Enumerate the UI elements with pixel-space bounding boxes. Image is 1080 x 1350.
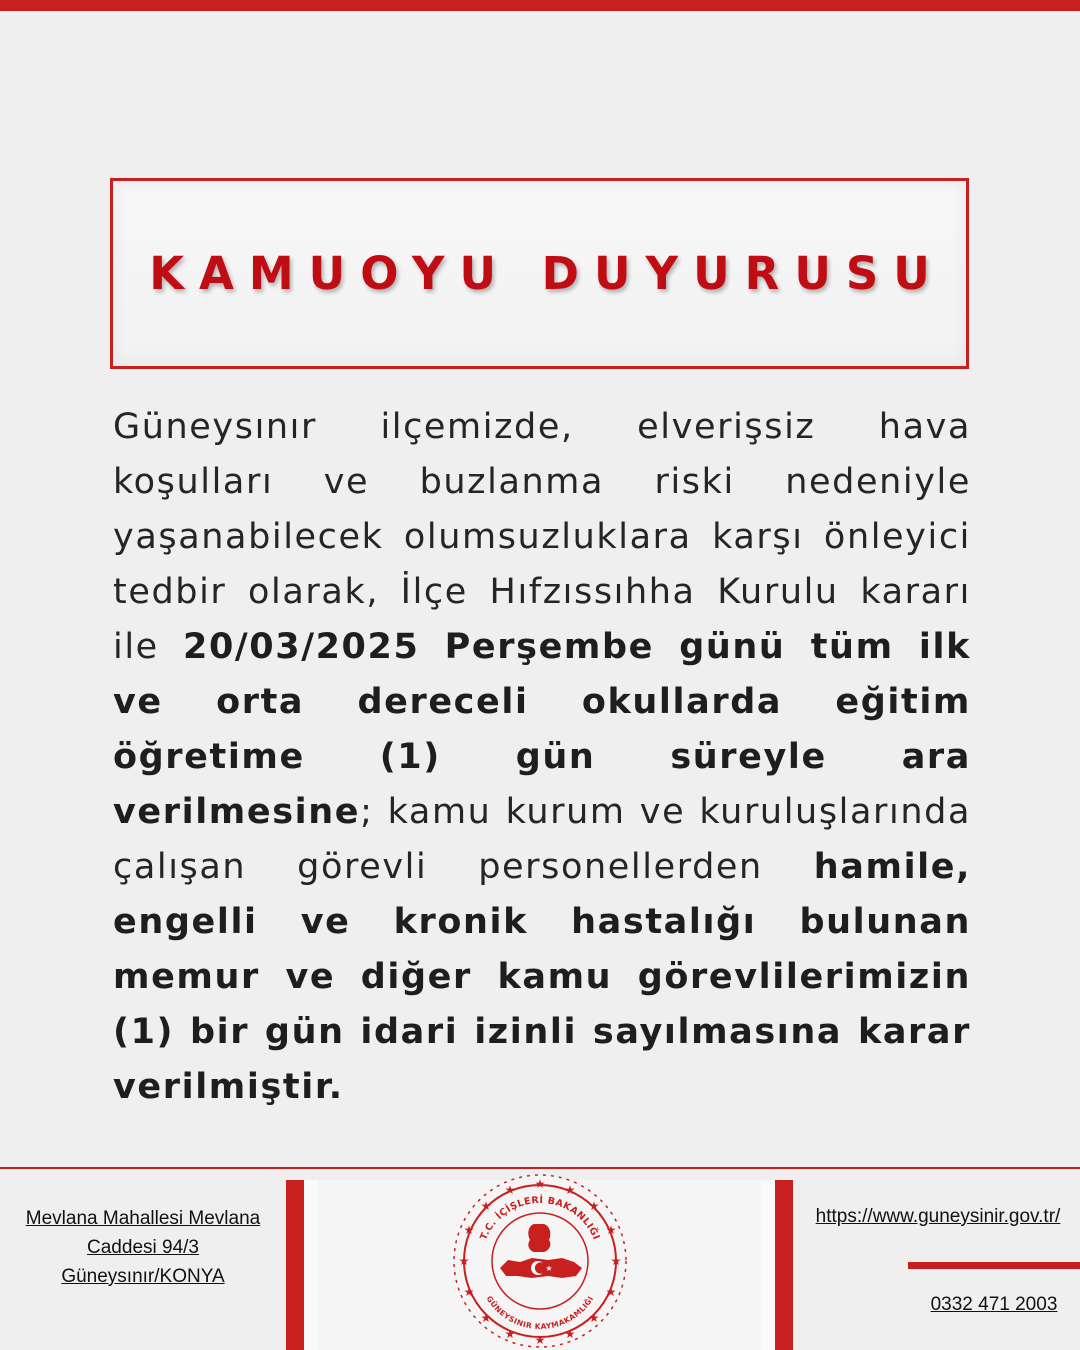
title-frame — [110, 178, 969, 369]
announcement-middle: ; kamu kurum ve kuruluşlarında çalışan görevli personellerden — [113, 792, 971, 887]
website-link[interactable]: https://www.guneysinir.gov.tr/ — [815, 1206, 1061, 1227]
footer-strip-right — [761, 1180, 775, 1350]
address-line-3: Güneysınır/KONYA — [61, 1266, 225, 1287]
announcement-school-closure: 20/03/2025 Perşembe günü tüm ilk ve orta dereceli okullarda eğitim öğretime (1) gün süreyle ara verilmesine — [113, 627, 971, 832]
svg-text:★: ★ — [588, 1199, 600, 1213]
svg-text:★: ★ — [534, 1177, 546, 1191]
svg-text:T.C. İÇİŞLERİ BAKANLIĞI: T.C. İÇİŞLERİ BAKANLIĞI — [478, 1194, 602, 1242]
svg-text:★: ★ — [605, 1285, 617, 1299]
announcement-intro: Güneysınır ilçemizde, elverişsiz hava koşulları ve buzlanma riski nedeniyle yaşanabilecek olumsuzluklara karşı önleyici tedbir olarak, İlçe Hıfzıssıhha Kurulu kararı ile — [113, 407, 971, 667]
footer-red-bar-horizontal — [908, 1262, 1080, 1269]
address-line-1: Mevlana Mahallesi Mevlana — [25, 1208, 261, 1229]
announcement-text — [113, 400, 971, 1115]
address-block[interactable] — [8, 1204, 278, 1291]
page-title: KAMUOYU DUYURUSU — [149, 247, 945, 300]
svg-text:★: ★ — [534, 1333, 546, 1347]
footer-divider — [0, 1167, 1080, 1169]
address-line-2: Caddesi 94/3 — [87, 1237, 199, 1258]
footer-strip-left — [304, 1180, 318, 1350]
svg-text:GÜNEYSINIR KAYMAKAMLIĞI: GÜNEYSINIR KAYMAKAMLIĞI — [484, 1294, 596, 1332]
svg-text:★: ★ — [458, 1254, 470, 1268]
kaymakamlik-seal-icon — [448, 1172, 632, 1350]
svg-text:★: ★ — [480, 1199, 492, 1213]
svg-text:★: ★ — [605, 1223, 617, 1237]
announcement-staff-leave: hamile, engelli ve kronik hastalığı bulunan memur ve diğer kamu görevlilerimizin (1) bir gün idari izinli sayılmasına karar verilmiştir. — [113, 847, 971, 1107]
svg-text:★: ★ — [564, 1327, 576, 1341]
footer-red-bar-left — [286, 1180, 304, 1350]
svg-text:★: ★ — [545, 1264, 553, 1273]
svg-text:★: ★ — [564, 1183, 576, 1197]
footer-red-bar-right — [775, 1180, 793, 1350]
svg-text:★: ★ — [480, 1311, 492, 1325]
svg-text:★: ★ — [504, 1327, 516, 1341]
svg-text:★: ★ — [588, 1311, 600, 1325]
svg-text:★: ★ — [463, 1285, 475, 1299]
svg-text:★: ★ — [504, 1183, 516, 1197]
svg-text:★: ★ — [610, 1254, 622, 1268]
top-accent-bar — [0, 0, 1080, 11]
phone-link[interactable]: 0332 471 2003 — [930, 1294, 1058, 1315]
svg-text:★: ★ — [463, 1223, 475, 1237]
